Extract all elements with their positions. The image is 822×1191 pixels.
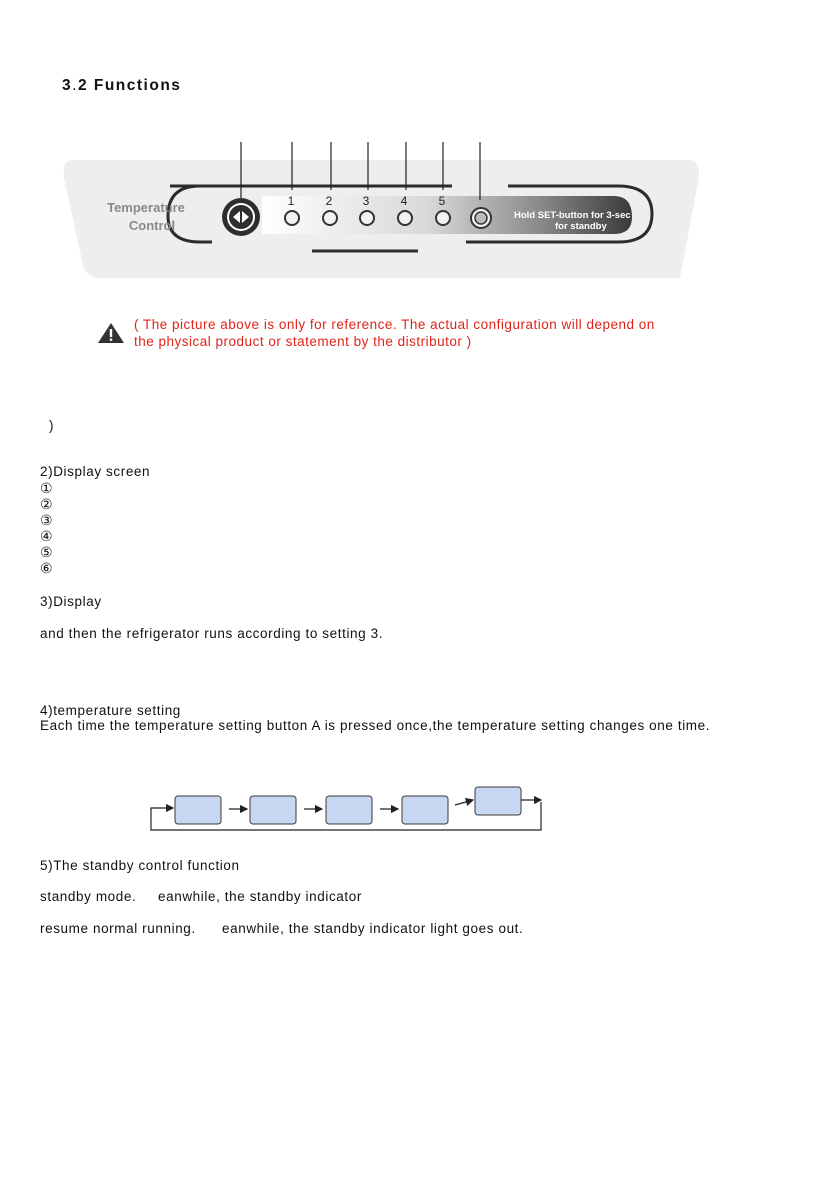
section-heading <box>62 77 181 95</box>
flow-box-2 <box>250 796 296 824</box>
standby-text-line2: for standby <box>555 221 607 232</box>
indicator-led-1 <box>285 211 299 225</box>
section-dot: . <box>72 77 78 94</box>
indicator-led-5 <box>436 211 450 225</box>
warning-line-1: ( The picture above is only for reference. The actual configuration will depend on <box>134 317 655 332</box>
panel-label-line1: Temperature <box>107 200 185 215</box>
indicator-number-2: 2 <box>325 194 333 208</box>
marker-4: ④ <box>40 528 53 544</box>
item5-title: 5)The standby control function <box>40 858 240 873</box>
item4-line: Each time the temperature setting button A is pressed once,the temperature setting changes one time. <box>40 718 711 733</box>
flow-box-3 <box>326 796 372 824</box>
item4-title: 4)temperature setting <box>40 703 181 718</box>
indicator-number-4: 4 <box>400 194 408 208</box>
indicator-led-3 <box>360 211 374 225</box>
item1-fragment: ) <box>49 418 55 433</box>
item2-title: 2)Display screen <box>40 464 151 479</box>
flow-box-4 <box>402 796 448 824</box>
connector-4 <box>455 800 473 805</box>
standby-text-line1: Hold SET-button for 3-sec <box>514 210 631 221</box>
item3-line: and then the refrigerator runs according to setting 3. <box>40 626 384 641</box>
marker-1: ① <box>40 480 53 496</box>
item5-line2a: resume normal running. <box>40 921 196 936</box>
indicator-number-3: 3 <box>362 194 370 208</box>
control-panel-figure <box>0 130 822 300</box>
indicator-led-4 <box>398 211 412 225</box>
warning-line-2: the physical product or statement by the distributor ) <box>134 334 472 349</box>
item3-title: 3)Display <box>40 594 102 609</box>
indicator-number-1: 1 <box>287 194 295 208</box>
section-number: 3 <box>62 77 73 94</box>
indicator-number-5: 5 <box>438 194 446 208</box>
marker-5: ⑤ <box>40 544 53 560</box>
temperature-cycle-diagram <box>140 780 560 834</box>
indicator-led-2 <box>323 211 337 225</box>
flow-box-5 <box>475 787 521 815</box>
flow-box-1 <box>175 796 221 824</box>
set-button-core <box>229 205 253 229</box>
item5-line1a: standby mode. <box>40 889 137 904</box>
standby-led-inner <box>475 212 487 224</box>
warning-icon <box>97 322 125 344</box>
marker-3: ③ <box>40 512 53 528</box>
item5-line1b: eanwhile, the standby indicator <box>158 889 362 904</box>
item5-line2b: eanwhile, the standby indicator light goes out. <box>222 921 524 936</box>
marker-6: ⑥ <box>40 560 53 576</box>
marker-2: ② <box>40 496 53 512</box>
panel-label-line2: Control <box>128 218 176 233</box>
section-title: 2 Functions <box>77 77 182 94</box>
